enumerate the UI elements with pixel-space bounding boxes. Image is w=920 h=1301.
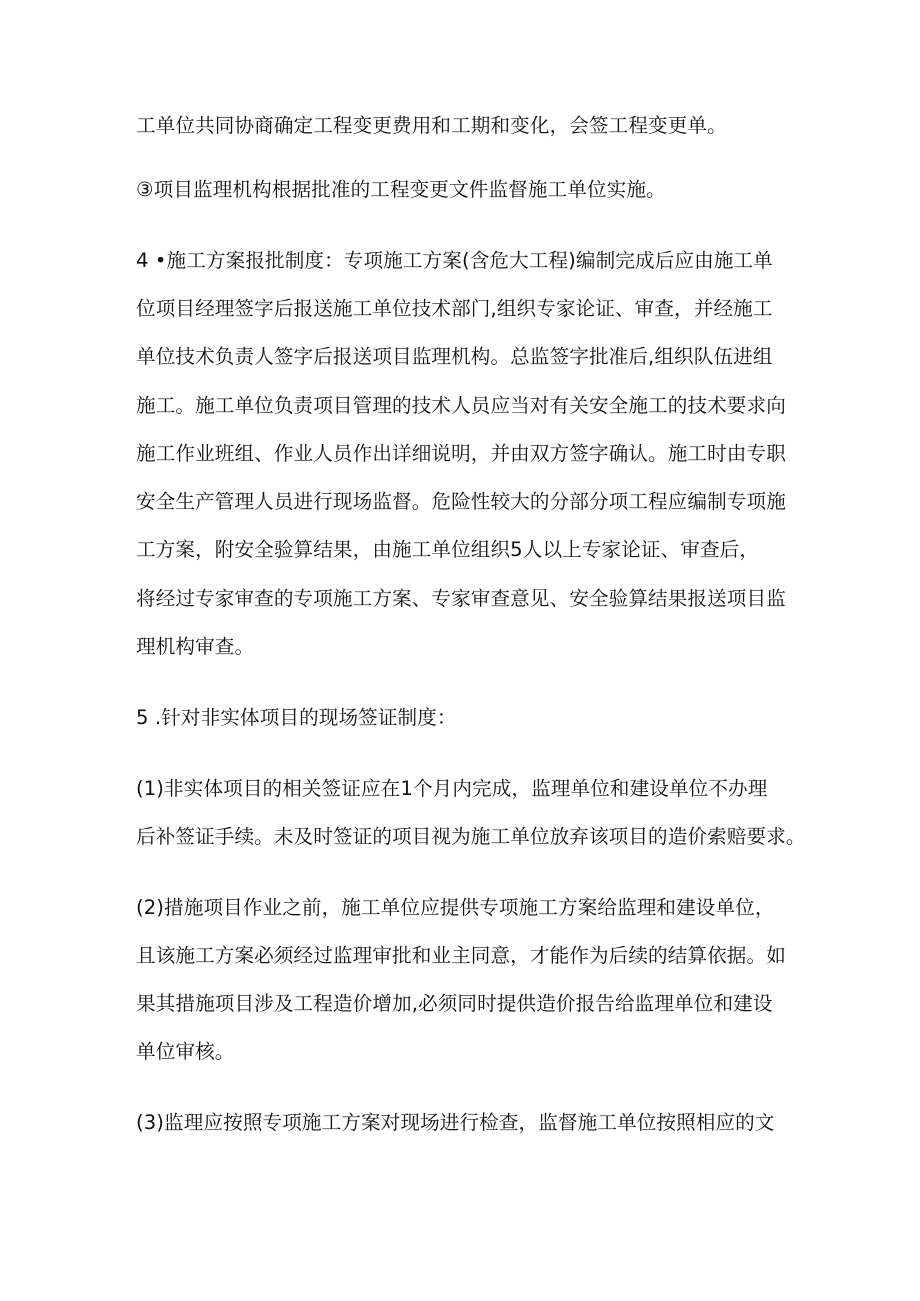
text-line: 果其措施项目涉及工程造价增加,必须同时提供造价报告给监理单位和建设 — [136, 992, 773, 1015]
text-line: 单位技术负责人签字后报送项目监理机构。总监签字批准后,组织队伍进组 — [136, 345, 773, 368]
text-line: ③项目监理机构根据批准的工程变更文件监督施工单位实施。 — [136, 178, 666, 201]
text-line: 将经过专家审查的专项施工方案、专家审查意见、安全验算结果报送项目监 — [136, 587, 786, 610]
text-line: 工方案，附安全验算结果，由施工单位组织5人以上专家论证、审查后， — [136, 538, 760, 561]
text-line: 理机构审查。 — [136, 635, 255, 658]
text-line: 施工作业班组、作业人员作出详细说明，并由双方签字确认。施工时由专职 — [136, 442, 786, 465]
text-line: (3)监理应按照专项施工方案对现场进行检查，监督施工单位按照相应的文 — [136, 1111, 775, 1134]
text-line: 单位审核。 — [136, 1040, 235, 1063]
text-line: 工单位共同协商确定工程变更费用和工期和变化，会签工程变更单。 — [136, 114, 727, 137]
text-line: 5 .针对非实体项目的现场签证制度： — [136, 706, 457, 729]
text-line: (2)措施项目作业之前，施工单位应提供专项施工方案给监理和建设单位， — [136, 896, 775, 919]
text-line: 安全生产管理人员进行现场监督。危险性较大的分部分项工程应编制专项施 — [136, 490, 786, 513]
text-line: 位项目经理签字后报送施工单位技术部门,组织专家论证、审查，并经施工 — [136, 297, 773, 320]
text-line: (1)非实体项目的相关签证应在1个月内完成，监理单位和建设单位不办理 — [136, 777, 768, 800]
text-line: 4 •施工方案报批制度：专项施工方案(含危大工程)编制完成后应由施工单 — [136, 249, 773, 272]
text-line: 且该施工方案必须经过监理审批和业主同意，才能作为后续的结算依据。如 — [136, 944, 786, 967]
text-line: 后补签证手续。未及时签证的项目视为施工单位放弃该项目的造价索赔要求。 — [136, 825, 806, 848]
text-line: 施工。施工单位负责项目管理的技术人员应当对有关安全施工的技术要求向 — [136, 394, 786, 417]
